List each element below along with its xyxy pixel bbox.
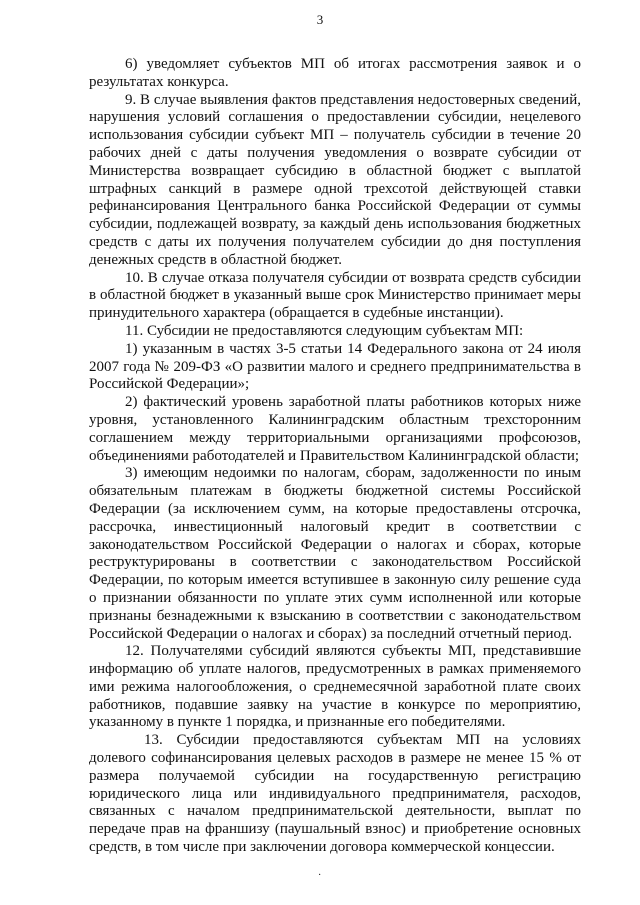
paragraph-clause-12: 12. Получателями субсидий являются субъекты МП, представившие информацию об уплате налогов, предусмотренных в рамках применяемого ими режима налогообложения, о среднемесячной заработной плате своих работников, подавшие заявку на участие в конкурсе по мероприятию, указанному в пункте 1 порядка, и признанные его победителями.	[89, 643, 581, 731]
paragraph-clause-11: 11. Субсидии не предоставляются следующим субъектам МП:	[125, 322, 524, 339]
paragraph-item-6: 6) уведомляет субъектов МП об итогах рассмотрения заявок и о результатах конкурса.	[89, 56, 581, 90]
paragraph-subitem-2: 2) фактический уровень заработной платы работников которых ниже уровня, установленного Калининградским областным трехсторонним соглашением между территориальными организациями профсоюзов, объединениями работодателей и Правительством Калининградской области;	[89, 394, 581, 464]
document-body	[89, 56, 581, 857]
paragraph-subitem-3: 3) имеющим недоимки по налогам, сборам, задолженности по иным обязательным платежам в бюджеты бюджетной системы Российской Федерации (за исключением сумм, на которые предоставлены отсрочка, рассрочка, инвестиционный налоговый кредит в соответствии с законодательством Российской Федерации о налогах и сборах, которые реструктурированы в соответствии с законодательством Российской Федерации, по которым имеется вступившее в законную силу решение суда о признании обязанности по уплате этих сумм исполненной или которые признаны безнадежными к взысканию в соответствии с законодательством Российской Федерации о налогах и сборах) за последний отчетный период.	[89, 465, 581, 642]
paragraph-clause-13: 13. Субсидии предоставляются субъектам МП на условиях долевого софинансирования целевых расходов в размере не менее 15 % от размера получаемой субсидии на государственную регистрацию юридического лица или индивидуального предпринимателя, расходов, связанных с началом предпринимательской деятельности, выплат по передаче прав на франшизу (паушальный взнос) и приобретение основных средств, в том числе при заключении договора коммерческой концессии.	[89, 732, 581, 856]
scan-speck: ·	[318, 870, 322, 881]
paragraph-clause-9: 9. В случае выявления фактов представления недостоверных сведений, нарушения условий соглашения о предоставлении субсидии, нецелевого использования субсидии субъект МП – получатель субсидии в течение 20 рабочих дней с даты получения уведомления о возврате субсидии от Министерства возвращает субсидию в областной бюджет с выплатой штрафных санкций в размере одной трехсотой действующей ставки рефинансирования Центрального банка Российской Федерации от суммы субсидии, подлежащей возврату, за каждый день использования бюджетных средств с даты их получения получателем субсидии до дня поступления денежных средств в областной бюджет.	[89, 91, 581, 268]
paragraph-subitem-1: 1) указанным в частях 3-5 статьи 14 Федерального закона от 24 июля 2007 года № 209-ФЗ «О развитии малого и среднего предпринимательства в Российской Федерации»;	[89, 340, 581, 393]
page-number: 3	[316, 12, 324, 27]
paragraph-clause-10: 10. В случае отказа получателя субсидии от возврата средств субсидии в областной бюджет в указанный выше срок Министерство принимает меры принудительного характера (обращается в судебные инстанции).	[89, 269, 581, 322]
